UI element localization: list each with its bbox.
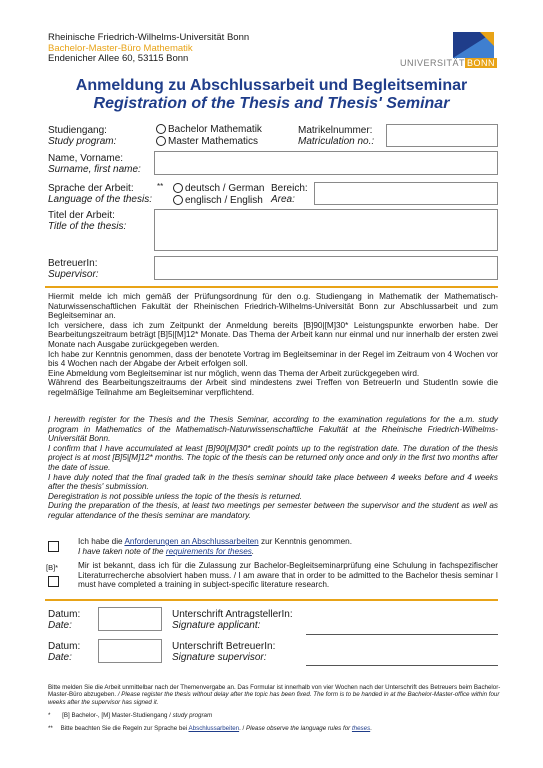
language-option-german-label: deutsch / German [185,183,265,194]
footnote-2-en: Please observe the language rules for [245,725,352,732]
program-option-bachelor[interactable] [156,124,262,135]
submission-note: Bitte melden Sie die Arbeit unmittelbar nach der Themenvergabe an. Das Formular ist innerhalb von vier Wochen nach der Unterschrift des Betreuers beim Bachelor-Master-Büro abzugeben. / Please register the thesis without delay after the topic has been fixed. The form is to be handed in at the Bachelor-Master-office within four weeks after the supervisor has signed it. [48,684,501,706]
matric-label [298,125,374,147]
thesis-title-label-de: Titel der Arbeit: [48,210,115,221]
date-label-2-de: Datum: [48,641,81,652]
requirements-checkbox[interactable] [48,541,59,552]
radio-english[interactable] [173,195,183,205]
name-field[interactable] [154,151,498,175]
declaration-en-2: I confirm that I have accumulated at least [B]90|[M]30* credit points up to the registration date. The duration of the thesis project is at most [B]5|[M]12* months. The topic of the thesis can be returned only once and only in the first two months after the date of issue. [48,443,498,472]
date-field-applicant[interactable] [98,607,162,631]
footnote-2-end: . [370,725,372,732]
ack2-marker: [B]* [46,563,59,572]
requirements-link-en[interactable]: requirements for theses [165,546,252,556]
declaration-en-1: I herewith register for the Thesis and the Thesis Seminar, according to the examination regulations for the a.m. study program in Mathematics of the Mathematisch-Naturwissenschaftliche Fakultät at the Rheinische Friedrich-Wilhelms-Universität Bonn. [48,415,498,444]
language-option-english[interactable] [173,195,263,206]
program-option-master-label: Master Mathematics [168,136,259,147]
logo-graphic-icon [398,30,498,60]
section-divider-bottom [45,599,498,601]
applicant-signature-label-en: Signature applicant: [172,620,261,631]
declaration-en [48,415,498,521]
matric-label-de: Matrikelnummer: [298,125,373,136]
language-option-german[interactable] [173,183,264,194]
declaration-de-4: Eine Abmeldung vom Begleitseminar ist nur möglich, wenn das Thema der Arbeit zurückgegeben wird. [48,368,420,378]
declaration-en-3: I have duly noted that the final graded talk in the thesis seminar should take place between 4 weeks before and 4 weeks after the thesis' submission. [48,472,498,492]
literature-training-checkbox[interactable] [48,576,59,587]
ack1-de-post: zur Kenntnis genommen. [258,537,353,546]
declaration-en-4: Deregistration is not possible unless the topic of the thesis is returned. [48,491,302,501]
name-label-de: Name, Vorname: [48,153,124,164]
declaration-de-3: Ich habe zur Kenntnis genommen, dass der benotete Vortrag im Begleitseminar in der Regel im Zeitraum von 4 Wochen vor bis 4 Wochen nach der Abgabe der Arbeit erfolgen soll. [48,349,498,369]
declaration-en-5: During the preparation of the thesis, at least two meetings per semester between the supervisor and the student as well as regular attendance of the thesis seminar are mandatory. [48,501,498,520]
name-label-en: Surname, first name: [48,164,141,175]
program-label-en: Study program: [48,136,117,147]
section-divider-top [45,286,498,288]
institution-header [48,33,249,65]
date-label-1-de: Datum: [48,609,81,620]
title-en: Registration of the Thesis and Thesis' Seminar [93,95,450,112]
matric-label-en: Matriculation no.: [298,136,375,147]
office-address: Endenicher Allee 60, 53115 Bonn [48,53,189,64]
language-label-en: Language of the thesis: [48,194,152,205]
requirements-link-de[interactable]: Anforderungen an Abschlussarbeiten [124,537,259,546]
program-option-bachelor-label: Bachelor Mathematik [168,124,262,135]
submission-note-de: Bitte melden Sie die Arbeit unmittelbar nach der Themenvergabe an. Das Formular ist innerhalb von vier Wochen nach der Unterschrift des Betreuers beim Bachelor-Master-Büro abzugeben. [48,684,501,699]
ack1-en-pre: I have taken note of the [78,546,166,556]
area-field[interactable] [314,182,498,205]
footnote-2-marker: ** [48,725,53,732]
area-label [271,183,308,205]
title-de: Anmeldung zu Abschlussarbeit und Begleitseminar [75,77,468,94]
area-label-de: Bereich: [271,183,308,194]
program-label-de: Studiengang: [48,125,107,136]
literature-training-text: Mir ist bekannt, dass ich für die Zulassung zur Bachelor-Begleitseminarprüfung eine Schulung in fachspezifischer Literaturrecherche absolviert haben muss. / I am aware that in order to be admitted to the Bachelor thesis seminar I must have completed a training in subject-specific literature research. [78,561,498,590]
date-label-1-en: Date: [48,620,72,631]
declaration-de [48,292,498,398]
supervisor-signature-label-de: Unterschrift BetreuerIn: [172,641,276,652]
language-label [48,183,152,205]
footnote-1-de: [B] Bachelor-, [M] Master-Studiengang / [62,712,173,719]
footnote-2-pre: Bitte beachten Sie die Regeln zur Sprache bei [60,725,189,732]
theses-rules-link-en[interactable]: theses [351,725,371,732]
matriculation-field[interactable] [386,124,498,147]
radio-bachelor[interactable] [156,124,166,134]
thesis-title-label [48,210,126,232]
supervisor-label-en: Supervisor: [48,269,99,280]
declaration-de-5: Während des Bearbeitungszeitraums der Arbeit sind mindestens zwei Treffen von BetreuerIn und StudentIn sowie die regelmäßige Teilnahme am Begleitseminar verpflichtend. [48,378,498,397]
declaration-de-2: Ich versichere, dass ich zum Zeitpunkt der Anmeldung bereits [B]90|[M]30* Leistungspunkte erworben habe. Der Bearbeitungszeitraum beträgt [B]5|[M]12* Monate. Das Thema der Arbeit kann nur einmal und nur innerhalb der ersten zwei Monate nach Ausgabe zurückgegeben werden. [48,320,498,349]
date-label-2-en: Date: [48,652,72,663]
area-label-en: Area: [271,194,295,205]
thesis-title-label-en: Title of the thesis: [48,221,127,232]
declaration-de-1: Hiermit melde ich mich gemäß der Prüfungsordnung für den o.g. Studiengang in Mathematik der Mathematisch-Naturwissenschaftlichen Fakultät der Rheinischen Friedrich-Wilhelms-Universität Bonn zur Abschlussarbeit und zum Begleitseminar an. [48,292,498,321]
footnote-2-mid: . / [239,725,246,732]
date-label-2 [48,641,80,663]
university-name: Rheinische Friedrich-Wilhelms-Universität Bonn [48,32,250,43]
submission-note-en: Please register the thesis without delay after the topic has been fixed. The form is to be handed in at the Bachelor-Master-office within four weeks after the supervisor has signed it. [48,691,500,706]
applicant-signature-line[interactable] [306,634,498,635]
logo-uni-text: UNIVERSITÄT [400,58,466,68]
language-label-de: Sprache der Arbeit: [48,183,134,194]
university-logo [398,30,498,72]
requirements-ack [78,537,498,556]
name-label [48,153,141,175]
date-label-1 [48,609,80,631]
logo-bonn-text: BONN [467,58,496,68]
footnote-1-en: study program [172,712,213,719]
supervisor-label-de: BetreuerIn: [48,258,98,269]
applicant-signature-label-de: Unterschrift AntragstellerIn: [172,609,293,620]
language-option-english-label: englisch / English [185,195,263,206]
thesis-title-field[interactable] [154,209,498,251]
supervisor-field[interactable] [154,256,498,280]
supervisor-signature-line[interactable] [306,665,498,666]
office-name: Bachelor-Master-Büro Mathematik [48,42,193,54]
supervisor-label [48,258,99,280]
supervisor-signature-label-en: Signature supervisor: [172,652,267,663]
footnote-1-marker: * [48,712,51,719]
ack1-en-post: . [251,546,255,556]
applicant-signature-label [172,609,293,631]
theses-rules-link-de[interactable]: Abschlussarbeiten [188,725,240,732]
date-field-supervisor[interactable] [98,639,162,663]
supervisor-signature-label [172,641,275,663]
footnote-1 [48,712,503,719]
program-option-master[interactable] [156,136,258,147]
language-footnote-marker: ** [157,182,164,191]
program-label [48,125,116,147]
logo-text [400,58,497,68]
radio-master[interactable] [156,136,166,146]
footnote-2 [48,725,503,732]
ack1-de-pre: Ich habe die [78,537,125,546]
radio-german[interactable] [173,183,183,193]
